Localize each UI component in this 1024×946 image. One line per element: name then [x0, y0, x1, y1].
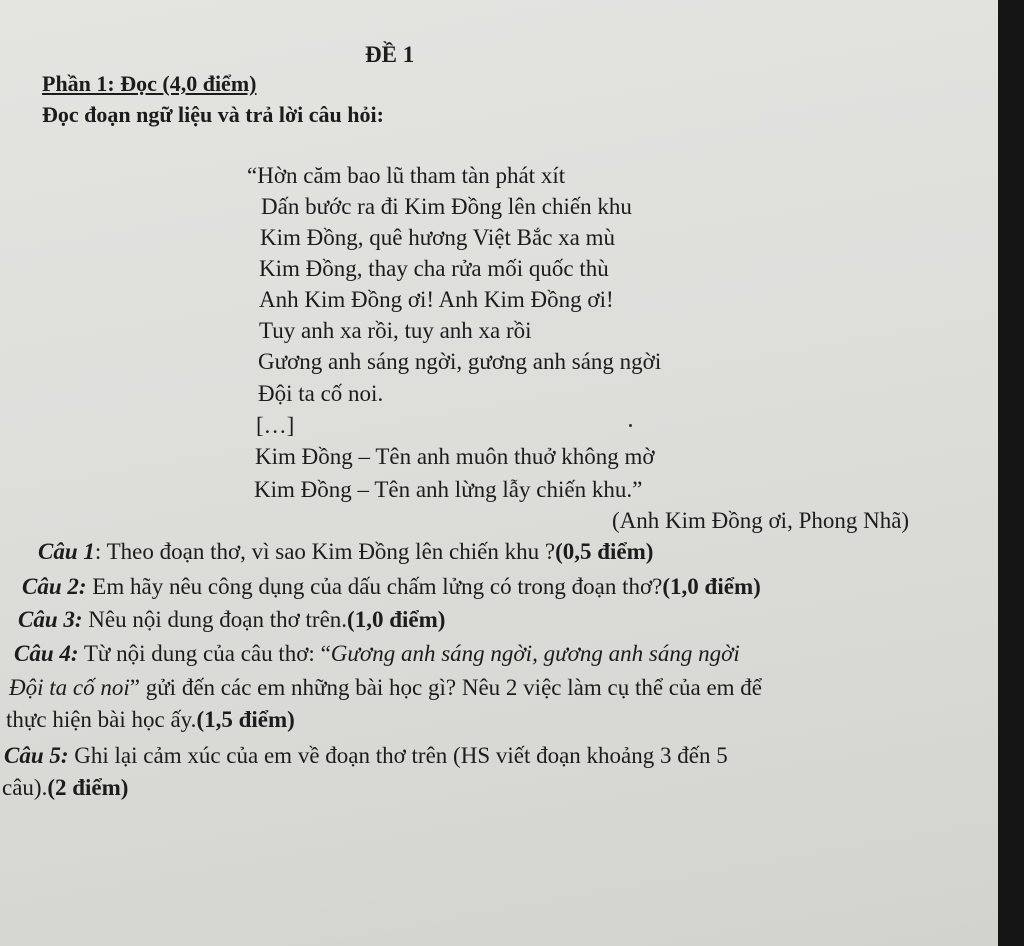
question-points: (1,0 điểm) — [662, 574, 761, 599]
question-label: Câu 2: — [22, 574, 87, 599]
question-4-continued — [6, 706, 295, 734]
question-quote: Đội ta cố noi — [9, 675, 130, 700]
question-label: Câu 3: — [18, 607, 83, 632]
question-text: Nêu nội dung đoạn thơ trên. — [82, 607, 348, 632]
ink-speck — [629, 424, 632, 427]
section-heading: Phần 1: Đọc (4,0 điểm) — [42, 71, 257, 96]
question-text: thực hiện bài học ấy. — [6, 707, 197, 732]
question-3 — [18, 606, 445, 634]
poem-ellipsis: […] — [256, 413, 295, 438]
exam-title: ĐỀ 1 — [365, 42, 415, 67]
question-points: (2 điểm) — [47, 775, 129, 800]
question-1 — [38, 538, 653, 566]
poem-line: “Hờn căm bao lũ tham tàn phát xít — [247, 163, 566, 188]
question-quote: Gương anh sáng ngời, gương anh sáng ngời — [330, 641, 740, 666]
poem-line: Kim Đồng, quê hương Việt Bắc xa mù — [260, 225, 615, 250]
question-label: Câu 5: — [4, 743, 69, 768]
poem-line: Kim Đồng, thay cha rửa mối quốc thù — [259, 256, 609, 281]
question-text: câu). — [2, 775, 48, 800]
poem-line: Gương anh sáng ngời, gương anh sáng ngời — [258, 349, 662, 374]
question-text: Ghi lại cảm xúc của em về đoạn thơ trên (HS viết đoạn khoảng 3 đến 5 — [68, 743, 728, 768]
question-text: ” gửi đến các em những bài học gì? Nêu 2 việc làm cụ thể của em để — [129, 675, 763, 700]
question-text: Em hãy nêu công dụng của dấu chấm lửng có trong đoạn thơ? — [86, 574, 663, 599]
question-label: Câu 4: — [14, 641, 79, 666]
poem-line: Dấn bước ra đi Kim Đồng lên chiến khu — [261, 194, 632, 219]
question-4 — [14, 640, 740, 668]
question-text: Từ nội dung của câu thơ: “ — [78, 641, 331, 666]
question-5 — [4, 742, 728, 770]
question-text: : Theo đoạn thơ, vì sao Kim Đồng lên chiến khu ? — [94, 539, 556, 564]
poem-line: Kim Đồng – Tên anh lừng lẫy chiến khu.” — [254, 477, 643, 502]
question-points: (1,5 điểm) — [196, 707, 295, 732]
question-points: (1,0 điểm) — [347, 607, 446, 632]
question-2 — [22, 573, 761, 601]
poem-line: Anh Kim Đồng ơi! Anh Kim Đồng ơi! — [259, 287, 614, 312]
instruction-text: Đọc đoạn ngữ liệu và trả lời câu hỏi: — [42, 102, 384, 127]
question-label: Câu 1 — [38, 539, 95, 564]
poem-line: Kim Đồng – Tên anh muôn thuở không mờ — [255, 444, 655, 469]
question-5-continued — [2, 774, 128, 802]
dark-background-edge — [998, 0, 1024, 946]
poem-line: Tuy anh xa rồi, tuy anh xa rồi — [259, 318, 532, 343]
question-points: (0,5 điểm) — [555, 539, 654, 564]
poem-line: Đội ta cố noi. — [258, 381, 384, 406]
poem-source: (Anh Kim Đồng ơi, Phong Nhã) — [612, 508, 910, 533]
question-4-continued — [9, 674, 762, 702]
